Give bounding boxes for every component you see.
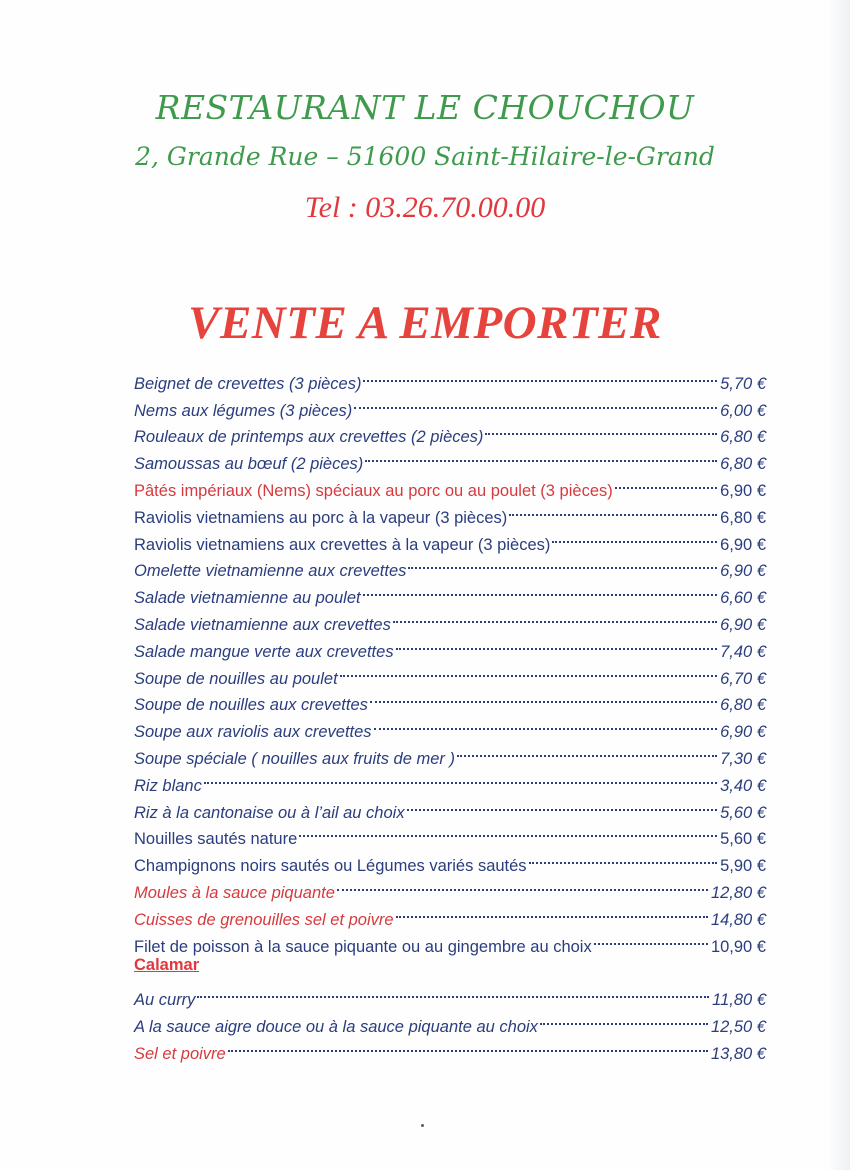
- menu-item-price: 3,40 €: [720, 776, 766, 795]
- menu-item-price: 12,80 €: [710, 883, 766, 902]
- menu-item-price: 10,90 €: [710, 937, 766, 956]
- menu-item-price: 11,80 €: [712, 991, 766, 1010]
- page-edge-shadow: [828, 0, 850, 1170]
- menu-item-name: Pâtés impériaux (Nems) spéciaux au porc ou au poulet (3 pièces): [134, 481, 613, 500]
- dot-leader: [197, 978, 709, 1005]
- menu-item-price: 6,60 €: [720, 589, 766, 608]
- menu-title: VENTE A EMPORTER: [188, 297, 662, 349]
- menu-item-name: Soupe aux raviolis aux crevettes: [134, 723, 372, 742]
- dot-leader: [370, 684, 717, 711]
- menu-item: [134, 764, 766, 795]
- menu-item-price: 5,70 €: [720, 374, 766, 393]
- menu-item-name: Omelette vietnamienne aux crevettes: [134, 562, 407, 581]
- menu-item-name: Au curry: [134, 991, 196, 1010]
- menu-item-price: 6,70 €: [720, 669, 766, 688]
- menu-item-price: 6,90 €: [720, 535, 766, 554]
- menu-item-price: 6,90 €: [720, 481, 766, 500]
- menu-item-name: Samoussas au bœuf (2 pièces): [134, 455, 364, 474]
- menu-item-name: Salade vietnamienne au poulet: [134, 589, 361, 608]
- menu-item-name: Soupe de nouilles aux crevettes: [134, 696, 368, 715]
- dot-leader: [509, 496, 717, 523]
- menu-item-name: Soupe spéciale ( nouilles aux fruits de mer ): [134, 749, 455, 768]
- menu-item: [134, 362, 766, 393]
- dot-leader: [354, 389, 717, 416]
- menu-item-name: Cuisses de grenouilles sel et poivre: [134, 910, 394, 929]
- menu-item-price: 7,40 €: [720, 642, 766, 661]
- menu-item-name: Beignet de crevettes (3 pièces): [134, 374, 362, 393]
- dot-leader: [340, 657, 717, 684]
- section-heading-calamar: Calamar: [134, 955, 200, 974]
- menu-item-name: Salade vietnamienne aux crevettes: [134, 615, 391, 634]
- menu-item-name: Soupe de nouilles au poulet: [134, 669, 338, 688]
- menu-item-name: A la sauce aigre douce ou à la sauce piquante au choix: [134, 1017, 538, 1036]
- dot-leader: [552, 523, 717, 550]
- menu-item-price: 6,80 €: [720, 508, 766, 527]
- menu-item-name: Riz à la cantonaise ou à l’ail au choix: [134, 803, 405, 822]
- menu-item-price: 6,90 €: [720, 615, 766, 634]
- dot-leader: [228, 1032, 708, 1059]
- menu-item-name: Salade mangue verte aux crevettes: [134, 642, 394, 661]
- menu-item-price: 13,80 €: [710, 1044, 766, 1063]
- dot-leader: [396, 630, 718, 657]
- menu-item-price: 6,80 €: [720, 455, 766, 474]
- menu-item-price: 5,60 €: [720, 803, 766, 822]
- menu-item-name: Riz blanc: [134, 776, 202, 795]
- menu-item-name: Sel et poivre: [134, 1044, 226, 1063]
- dot-leader: [407, 791, 718, 818]
- menu-item: [134, 978, 766, 1010]
- menu-item-price: 6,00 €: [720, 401, 766, 420]
- menu-item-name: Raviolis vietnamiens au porc à la vapeur (3 pièces): [134, 508, 508, 527]
- menu-item: [134, 1005, 766, 1036]
- restaurant-name: RESTAURANT LE CHOUCHOU: [155, 88, 695, 127]
- menu-item-price: 12,50 €: [710, 1017, 766, 1036]
- dot-leader: [408, 550, 717, 577]
- menu-item: [134, 791, 766, 822]
- dot-leader: [594, 925, 708, 952]
- dot-leader: [365, 442, 717, 469]
- menu-item-price: 6,80 €: [720, 428, 766, 447]
- dot-leader: [363, 576, 718, 603]
- menu-item-price: 7,30 €: [720, 749, 766, 768]
- dot-leader: [337, 871, 708, 898]
- dot-leader: [204, 764, 717, 791]
- dot-leader: [540, 1005, 708, 1032]
- dot-leader: [457, 737, 717, 764]
- menu-item-price: 14,80 €: [710, 910, 766, 929]
- menu-item-name: Filet de poisson à la sauce piquante ou au gingembre au choix: [134, 937, 592, 956]
- paper-speck: [421, 1124, 424, 1127]
- menu-item-price: 5,60 €: [720, 830, 766, 849]
- menu-item-price: 5,90 €: [720, 857, 766, 876]
- dot-leader: [299, 818, 717, 845]
- dot-leader: [615, 469, 717, 496]
- dot-leader: [393, 603, 717, 630]
- restaurant-phone: Tel : 03.26.70.00.00: [304, 191, 546, 224]
- dot-leader: [529, 844, 718, 871]
- menu-item-name: Moules à la sauce piquante: [134, 883, 335, 902]
- menu-item-name: Champignons noirs sautés ou Légumes variés sautés: [134, 857, 527, 876]
- menu-item-price: 6,90 €: [720, 562, 766, 581]
- dot-leader: [396, 898, 708, 925]
- menu-item-name: Rouleaux de printemps aux crevettes (2 pièces): [134, 428, 484, 447]
- menu-item: [134, 1032, 766, 1063]
- menu-list: [134, 362, 766, 1063]
- menu-item-name: Nouilles sautés nature: [134, 830, 298, 849]
- dot-leader: [374, 710, 718, 737]
- menu-item-name: Nems aux légumes (3 pièces): [134, 401, 353, 420]
- menu-item-price: 6,90 €: [720, 723, 766, 742]
- menu-item-name: Raviolis vietnamiens aux crevettes à la vapeur (3 pièces): [134, 535, 551, 554]
- restaurant-address: 2, Grande Rue – 51600 Saint-Hilaire-le-Grand: [135, 142, 715, 171]
- dot-leader: [485, 416, 717, 443]
- dot-leader: [363, 362, 717, 389]
- menu-item-price: 6,80 €: [720, 696, 766, 715]
